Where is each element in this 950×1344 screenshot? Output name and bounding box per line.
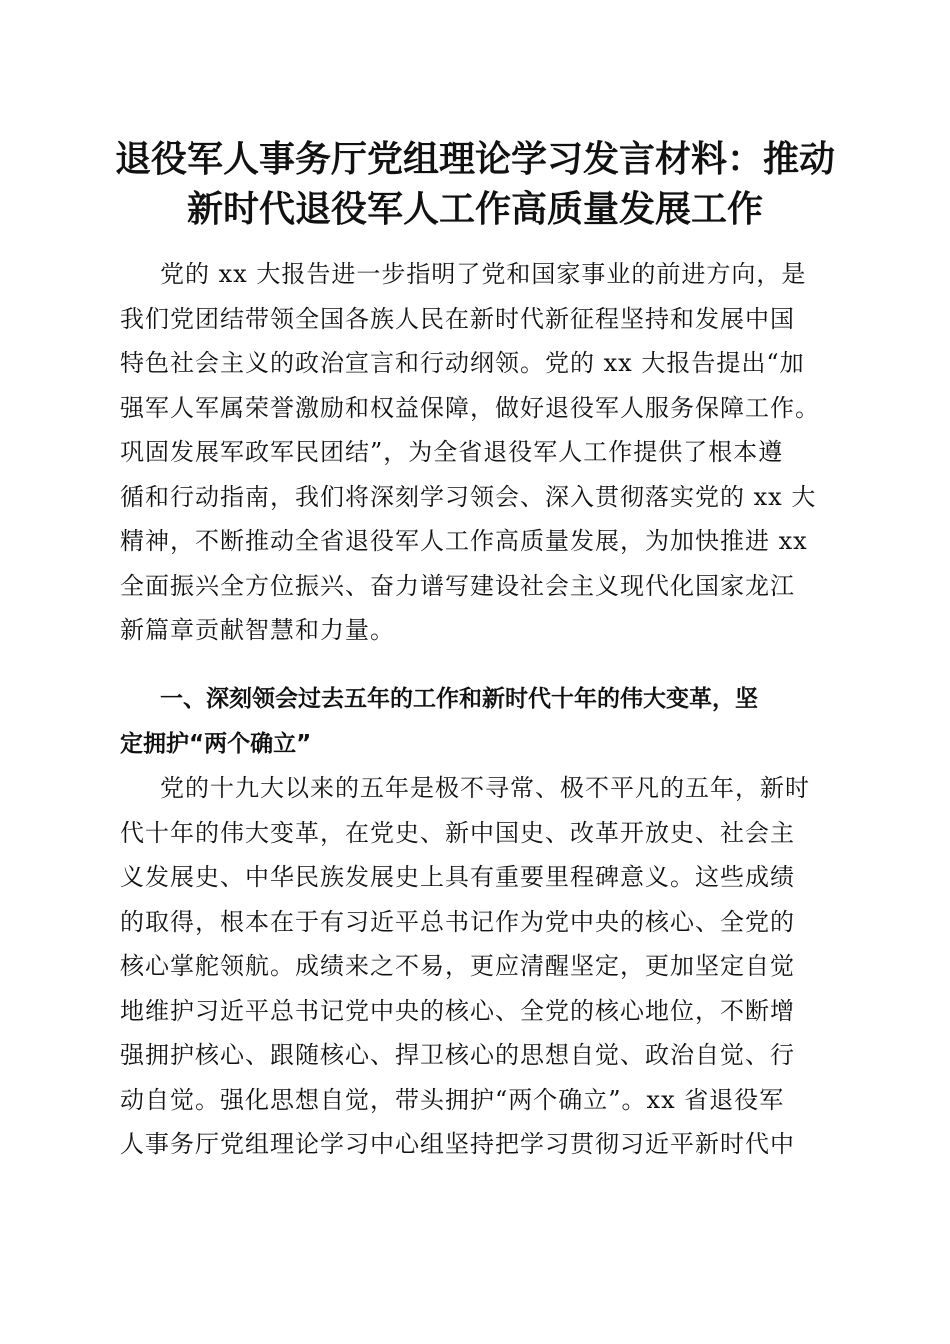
paragraph-line: 特色社会主义的政治宣言和行动纲领。党的 xx 大报告提出“加 — [120, 349, 805, 377]
paragraph-line: 党的 xx 大报告进一步指明了党和国家事业的前进方向，是 — [160, 260, 807, 288]
paragraph-line: 我们党团结带领全国各族人民在新时代新征程坚持和发展中国 — [120, 304, 795, 333]
paragraph-line: 强拥护核心、跟随核心、捍卫核心的思想自觉、政治自觉、行 — [120, 1041, 795, 1069]
document-title-line-1: 退役军人事务厅党组理论学习发言材料：推动 — [114, 138, 835, 180]
paragraph-line: 精神，不断推动全省退役军人工作高质量发展，为加快推进 xx — [120, 527, 808, 555]
heading-line: 一、深刻领会过去五年的工作和新时代十年的伟大变革，坚 — [160, 686, 758, 712]
paragraph-line: 循和行动指南，我们将深刻学习领会、深入贯彻落实党的 xx 大 — [120, 482, 817, 511]
section-1-paragraph — [120, 766, 825, 1167]
section-heading-1 — [120, 677, 825, 766]
paragraph-line: 党的十九大以来的五年是极不寻常、极不平凡的五年，新时 — [160, 774, 810, 802]
paragraph-line: 动自觉。强化思想自觉，带头拥护“两个确立”。xx 省退役军 — [120, 1085, 785, 1114]
paragraph-line: 巩固发展军政军民团结”，为全省退役军人工作提供了根本遵 — [120, 438, 784, 466]
paragraph-line: 强军人军属荣誉激励和权益保障，做好退役军人服务保障工作。 — [120, 393, 820, 422]
intro-paragraph — [120, 252, 825, 653]
document-title-line-2: 新时代退役军人工作高质量发展工作 — [186, 188, 763, 230]
paragraph-line: 新篇章贡献智慧和力量。 — [120, 616, 395, 644]
paragraph-line: 的取得，根本在于有习近平总书记作为党中央的核心、全党的 — [120, 907, 795, 936]
paragraph-line: 核心掌舵领航。成绩来之不易，更应清醒坚定，更加坚定自觉 — [120, 952, 795, 980]
heading-line: 定拥护“两个确立” — [120, 730, 312, 757]
paragraph-line: 全面振兴全方位振兴、奋力谱写建设社会主义现代化国家龙江 — [120, 571, 795, 600]
paragraph-line: 代十年的伟大变革，在党史、新中国史、改革开放史、社会主 — [120, 818, 795, 847]
paragraph-line: 地维护习近平总书记党中央的核心、全党的核心地位，不断增 — [120, 996, 795, 1025]
paragraph-line: 义发展史、中华民族发展史上具有重要里程碑意义。这些成绩 — [120, 863, 795, 891]
paragraph-line: 人事务厅党组理论学习中心组坚持把学习贯彻习近平新时代中 — [120, 1130, 795, 1158]
